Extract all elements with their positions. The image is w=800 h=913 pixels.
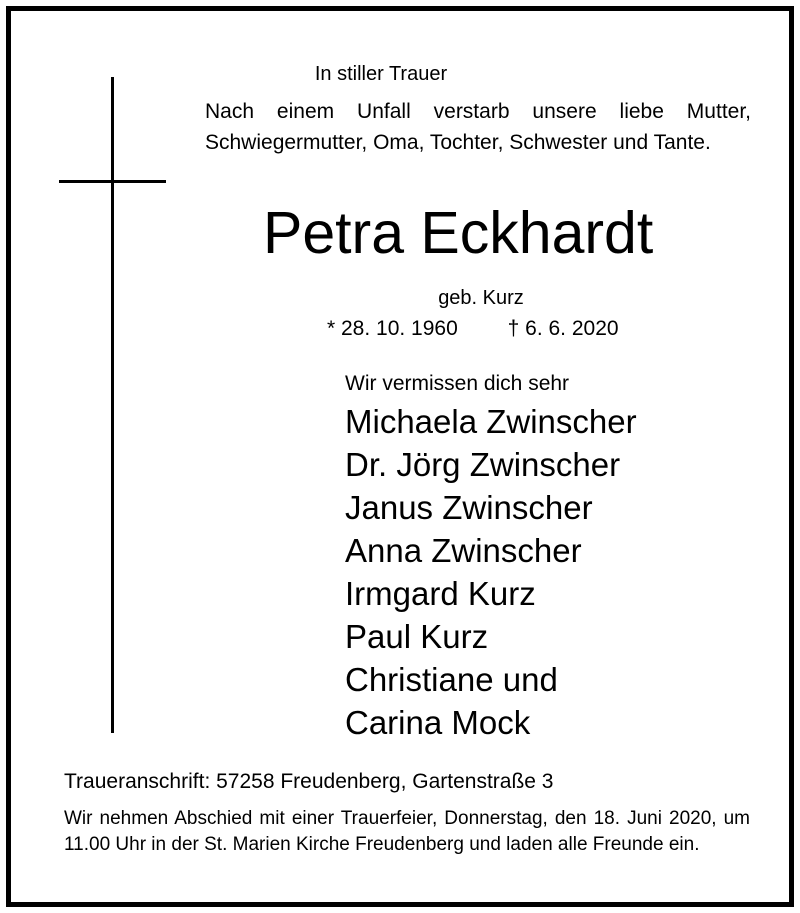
intro-heading: In stiller Trauer <box>314 63 448 85</box>
mourning-address: Traueranschrift: 57258 Freudenberg, Gartenstraße 3 <box>64 770 554 793</box>
ceremony-info: Wir nehmen Abschied mit einer Trauerfeier, Donnerstag, den 18. Juni 2020, um 11.00 Uhr in der St. Marien Kirche Freudenberg und laden alle Freunde ein. <box>64 808 750 855</box>
mourner-name: Janus Zwinscher <box>345 489 593 526</box>
mourner-name: Paul Kurz <box>345 618 489 655</box>
mourner-name: Anna Zwinscher <box>345 532 582 569</box>
cross-horizontal-bar <box>59 180 166 183</box>
cross-vertical-bar <box>111 77 114 733</box>
mourner-name: Christiane und <box>345 661 558 698</box>
mourner-name: Irmgard Kurz <box>345 575 536 612</box>
mourner-name: Michaela Zwinscher <box>345 403 637 440</box>
death-message: Nach einem Unfall verstarb unsere liebe Mutter, Schwiegermutter, Oma, Tochter, Schwester und Tante. <box>205 100 751 154</box>
birth-date: * 28. 10. 1960 <box>327 317 458 340</box>
mourner-name: Dr. Jörg Zwinscher <box>345 446 621 483</box>
mourners-intro: Wir vermissen dich sehr <box>345 372 570 395</box>
mourners-list <box>345 400 637 744</box>
maiden-name: geb. Kurz <box>438 287 524 309</box>
obituary-notice <box>6 6 794 907</box>
death-date: † 6. 6. 2020 <box>507 317 619 340</box>
mourner-name: Carina Mock <box>345 704 531 741</box>
life-dates <box>327 317 667 341</box>
deceased-name: Petra Eckhardt <box>263 200 654 266</box>
